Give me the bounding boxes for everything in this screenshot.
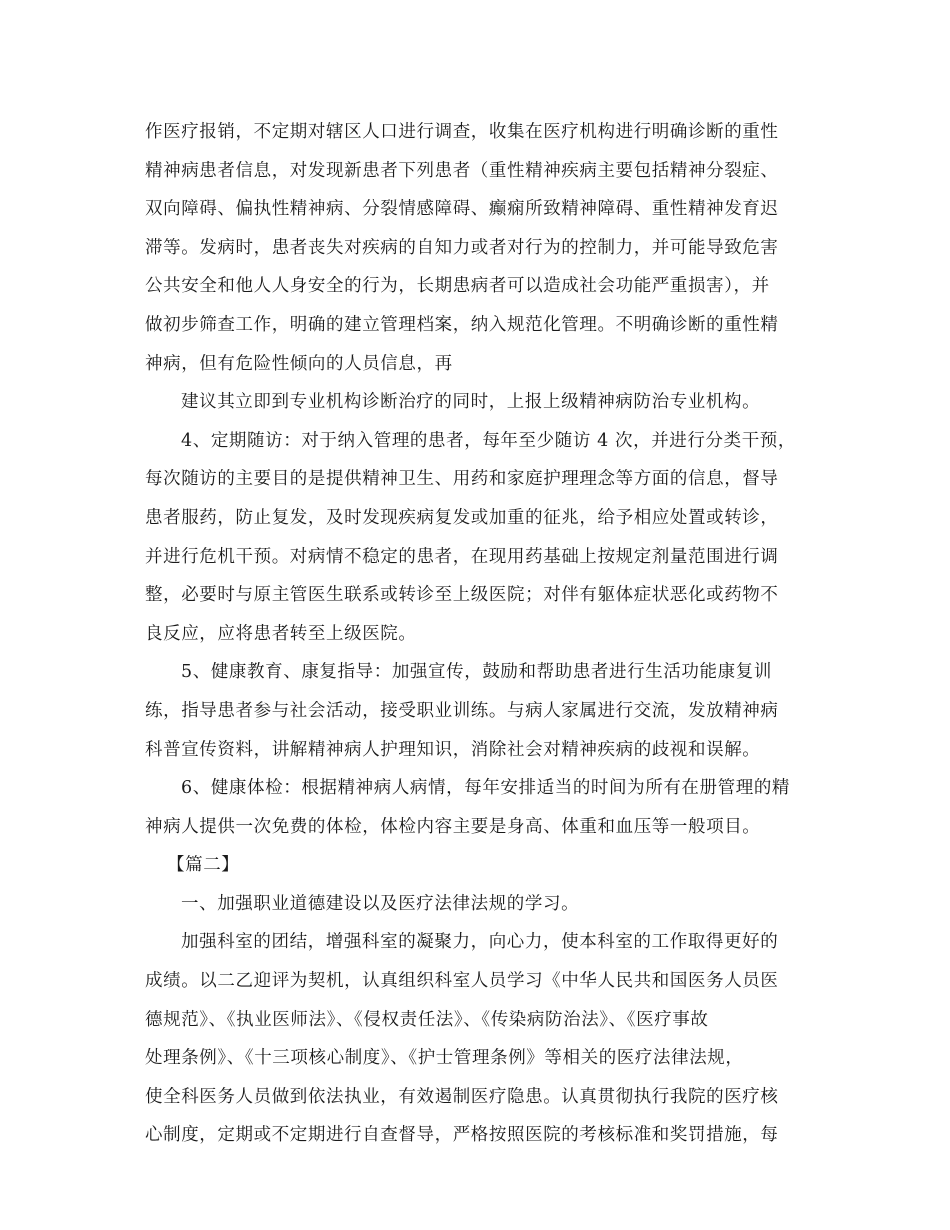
text-line: 每次随访的主要目的是提供精神卫生、用药和家庭护理理念等方面的信息，督导 [145,469,779,490]
text-line: 使全科医务人员做到依法执业，有效遏制医疗隐患。认真贯彻执行我院的医疗核 [145,1086,779,1107]
text-line: 练，指导患者参与社会活动，接受职业训练。与病人家属进行交流，发放精神病 [145,700,779,721]
text-line: 作医疗报销，不定期对辖区人口进行调查，收集在医疗机构进行明确诊断的重性 [145,122,779,142]
text-line: 患者服药，防止复发，及时发现疾病复发或加重的征兆，给予相应处置或转诊， [145,507,779,528]
text-line: 成绩。以二乙迎评为契机，认真组织科室人员学习《中华人民共和国医务人员医 [145,971,779,992]
paragraph-start: 建议其立即到专业机构诊断治疗的同时，上报上级精神病防治专业机构。 [181,392,761,413]
text-line: 处理条例》、《十三项核心制度》、《护士管理条例》等相关的医疗法律法规， [145,1048,744,1069]
text-line: 整，必要时与原主管医生联系或转诊至上级医院；对伴有躯体症状恶化或药物不 [145,585,779,606]
paragraph-start: 4、定期随访：对于纳入管理的患者，每年至少随访 4 次，并进行分类干预， [181,430,796,451]
section-heading: 【篇二】 [167,855,240,876]
text-line: 双向障碍、偏执性精神病、分裂情感障碍、癫痫所致精神障碍、重性精神发育迟 [145,199,779,220]
paragraph-start: 加强科室的团结，增强科室的凝聚力，向心力，使本科室的工作取得更好的 [181,932,779,953]
paragraph-start: 5、健康教育、康复指导：加强宣传，鼓励和帮助患者进行生活功能康复训 [181,662,772,683]
text-line: 神病人提供一次免费的体检，体检内容主要是身高、体重和血压等一般项目。 [145,816,761,837]
document-body [145,113,810,1155]
text-line: 德规范》、《执业医师法》、《侵权责任法》、《传染病防治法》、《医疗事故 [145,1009,709,1030]
text-line: 精神病患者信息，对发现新患者下列患者（重性精神疾病主要包括精神分裂症、 [145,160,779,181]
text-line: 滞等。发病时，患者丧失对疾病的自知力或者对行为的控制力，并可能导致危害 [145,237,779,258]
text-line: 并进行危机干预。对病情不稳定的患者，在现用药基础上按规定剂量范围进行调 [145,546,779,567]
text-line: 做初步筛查工作，明确的建立管理档案，纳入规范化管理。不明确诊断的重性精 [145,314,779,335]
subheading: 一、加强职业道德建设以及医疗法律法规的学习。 [181,893,580,914]
text-line: 良反应，应将患者转至上级医院。 [145,623,417,644]
text-line: 神病，但有危险性倾向的人员信息，再 [145,353,453,374]
paragraph-start: 6、健康体检：根据精神病人病情，每年安排适当的时间为所有在册管理的精 [181,778,791,799]
text-line: 科普宣传资料，讲解精神病人护理知识，消除社会对精神疾病的歧视和误解。 [145,739,761,760]
text-line: 心制度，定期或不定期进行自查督导，严格按照医院的考核标准和奖罚措施，每 [145,1125,779,1146]
text-line: 公共安全和他人人身安全的行为，长期患病者可以造成社会功能严重损害），并 [145,276,770,297]
